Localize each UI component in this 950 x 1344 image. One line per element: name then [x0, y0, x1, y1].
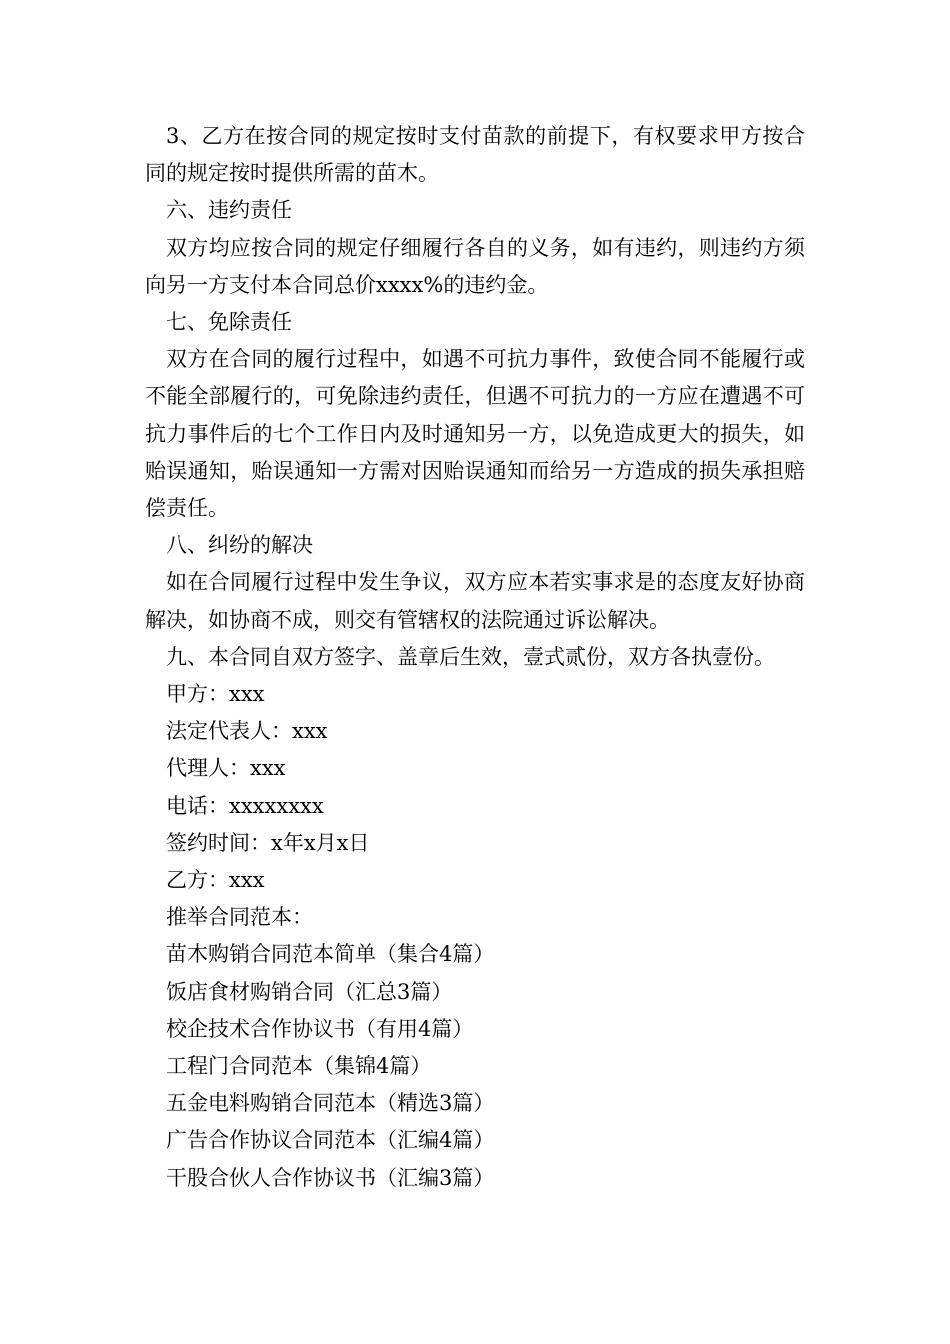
- phone-line: 电话：xxxxxxxx: [166, 793, 324, 818]
- recommend-link[interactable]: 饭店食材购销合同（汇总3篇）: [166, 979, 453, 1004]
- party-b-line: 乙方：xxx: [166, 868, 265, 893]
- recommend-link[interactable]: 校企技术合作协议书（有用4篇）: [166, 1016, 474, 1041]
- recommend-link[interactable]: 五金电料购销合同范本（精选3篇）: [166, 1091, 495, 1116]
- signing-date-line: 签约时间：x年x月x日: [166, 830, 370, 855]
- dispute-paragraph: 如在合同履行过程中发生争议，双方应本若实事求是的态度友好协商解决，如协商不成，则交有管辖权的法院通过诉讼解决。: [145, 570, 805, 632]
- agent-line: 代理人：xxx: [166, 756, 286, 781]
- recommend-link[interactable]: 广告合作协议合同范本（汇编4篇）: [166, 1128, 495, 1153]
- document-page: [145, 118, 805, 1197]
- recommend-link[interactable]: 工程门合同范本（集锦4篇）: [166, 1054, 432, 1079]
- section-heading-breach: 六、违约责任: [166, 198, 292, 223]
- legal-representative-line: 法定代表人：xxx: [166, 719, 328, 744]
- recommend-title: 推举合同范本：: [166, 905, 313, 930]
- exemption-paragraph: 双方在合同的履行过程中，如遇不可抗力事件，致使合同不能履行或不能全部履行的，可免除违约责任，但遇不可抗力的一方应在遭遇不可抗力事件后的七个工作日内及时通知另一方，以免造成更大的损失，如贻误通知，贻误通知一方需对因贻误通知而给另一方造成的损失承担赔偿责任。: [145, 347, 805, 521]
- section-heading-exemption: 七、免除责任: [166, 310, 292, 335]
- clause-3-paragraph: 3、乙方在按合同的规定按时支付苗款的前提下，有权要求甲方按合同的规定按时提供所需的苗木。: [145, 124, 805, 186]
- recommend-link[interactable]: 苗木购销合同范本简单（集合4篇）: [166, 942, 495, 967]
- recommend-link[interactable]: 干股合伙人合作协议书（汇编3篇）: [166, 1165, 495, 1190]
- party-a-line: 甲方：xxx: [166, 682, 265, 707]
- section-heading-effect: 九、本合同自双方签字、盖章后生效，壹式贰份，双方各执壹份。: [166, 644, 775, 669]
- breach-paragraph: 双方均应按合同的规定仔细履行各自的义务，如有违约，则违约方须向另一方支付本合同总价xxxx%的违约金。: [145, 235, 805, 297]
- section-heading-dispute: 八、纠纷的解决: [166, 533, 313, 558]
